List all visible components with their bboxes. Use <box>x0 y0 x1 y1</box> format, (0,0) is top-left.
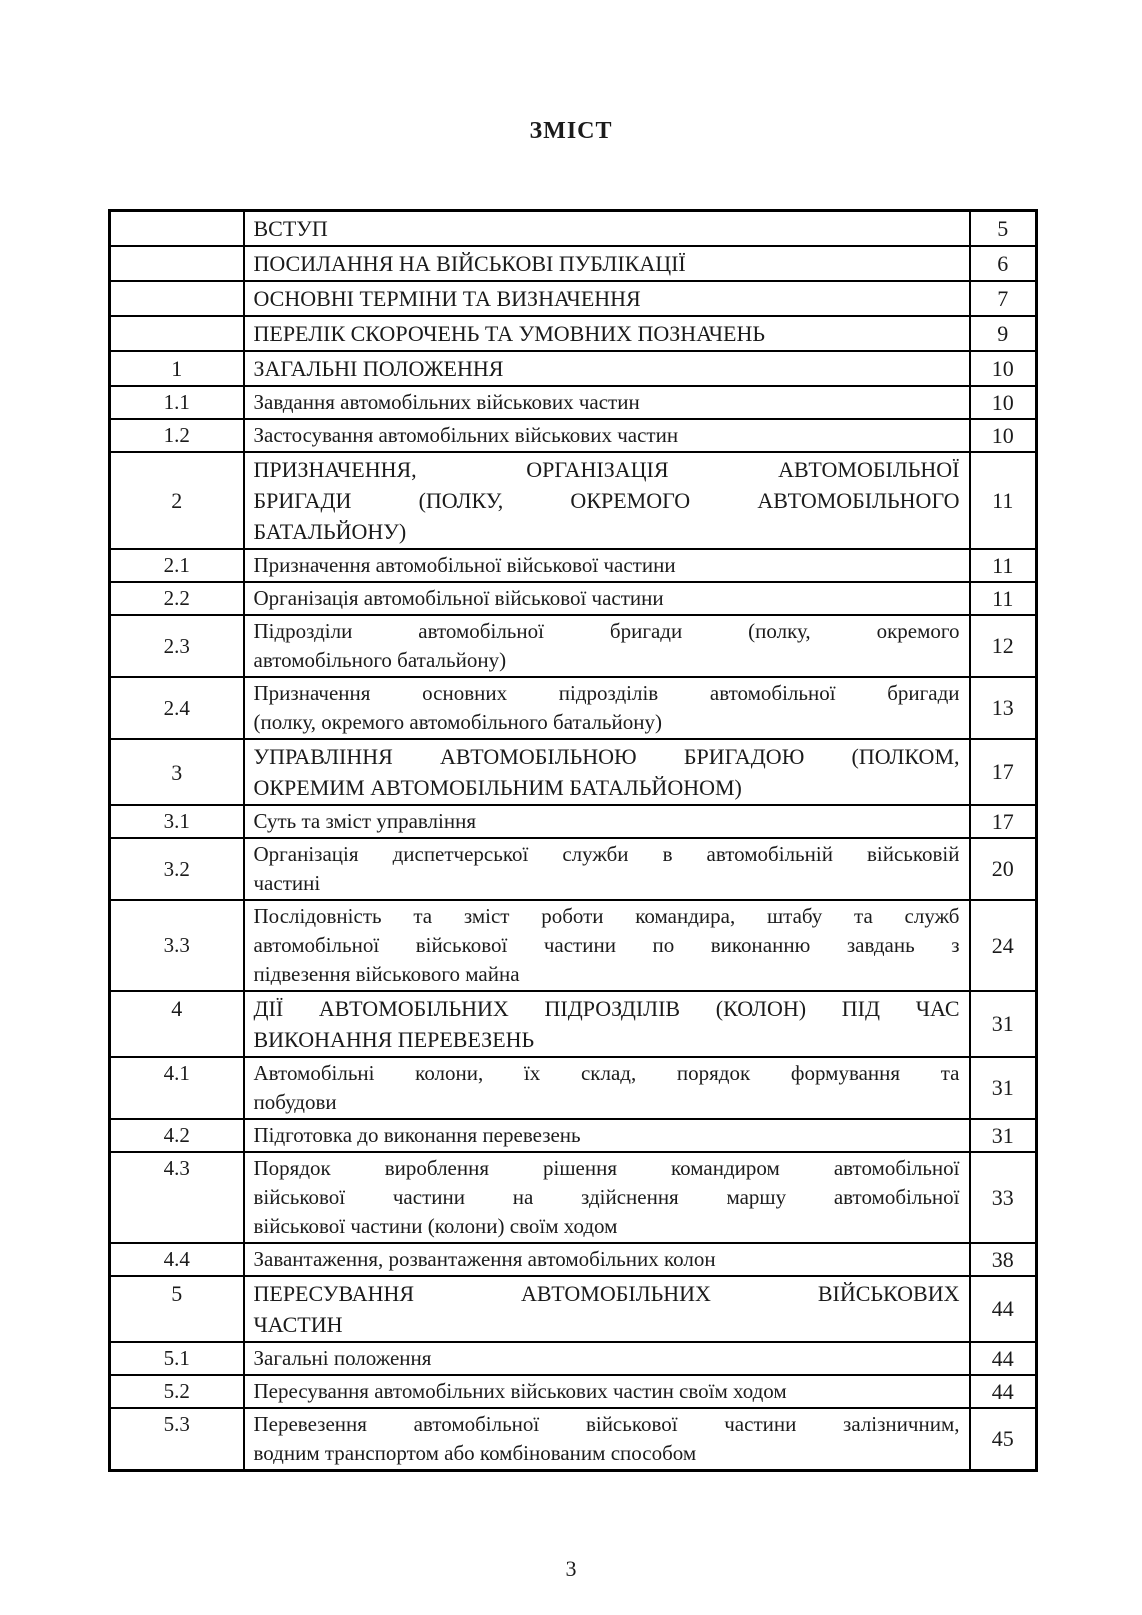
row-number-cell: 2.3 <box>110 615 244 677</box>
row-page-cell: 10 <box>970 351 1037 386</box>
row-title-cell <box>244 677 970 739</box>
row-page-cell: 31 <box>970 1057 1037 1119</box>
row-page-cell: 10 <box>970 419 1037 452</box>
row-number-cell: 3.1 <box>110 805 244 838</box>
table-row <box>110 211 1037 247</box>
row-number-cell: 5.3 <box>110 1408 244 1471</box>
row-title-line: частині <box>253 871 321 895</box>
table-row <box>110 991 1037 1057</box>
row-title-cell <box>244 316 970 351</box>
row-number-cell <box>110 211 244 247</box>
row-number-cell: 4.4 <box>110 1243 244 1276</box>
table-row <box>110 838 1037 900</box>
row-title-line: військової частини на здійснення маршу автомобільної <box>253 1185 960 1209</box>
row-title-line: ПОСИЛАННЯ НА ВІЙСЬКОВІ ПУБЛІКАЦІЇ <box>253 251 686 276</box>
table-row <box>110 582 1037 615</box>
table-row <box>110 739 1037 805</box>
row-number-cell: 2.1 <box>110 549 244 582</box>
row-title-cell <box>244 549 970 582</box>
row-title-line: ВИКОНАННЯ ПЕРЕВЕЗЕНЬ <box>253 1027 535 1052</box>
row-title-line: Організація диспетчерської служби в автомобільній військовій <box>253 842 960 866</box>
row-page-cell: 9 <box>970 316 1037 351</box>
row-page-cell: 45 <box>970 1408 1037 1471</box>
row-title-cell <box>244 386 970 419</box>
row-page-cell: 17 <box>970 739 1037 805</box>
row-title-line: Суть та зміст управління <box>253 809 477 833</box>
row-title-line: Організація автомобільної військової частини <box>253 586 664 610</box>
row-title-line: Загальні положення <box>253 1346 432 1370</box>
table-row <box>110 1243 1037 1276</box>
row-title-line: Завдання автомобільних військових частин <box>253 390 640 414</box>
row-title-cell <box>244 805 970 838</box>
row-title-line: Автомобільні колони, їх склад, порядок формування та <box>253 1061 960 1085</box>
row-title-line: Застосування автомобільних військових частин <box>253 423 679 447</box>
row-title-cell <box>244 246 970 281</box>
row-title-cell <box>244 1276 970 1342</box>
row-page-cell: 7 <box>970 281 1037 316</box>
row-page-cell: 33 <box>970 1152 1037 1243</box>
row-title-cell <box>244 1057 970 1119</box>
row-title-cell <box>244 991 970 1057</box>
table-row <box>110 1119 1037 1152</box>
table-row <box>110 281 1037 316</box>
row-title-cell <box>244 900 970 991</box>
row-number-cell: 5.1 <box>110 1342 244 1375</box>
row-number-cell <box>110 246 244 281</box>
toc-table <box>108 209 1038 1472</box>
row-page-cell: 17 <box>970 805 1037 838</box>
row-number-cell <box>110 316 244 351</box>
table-row <box>110 1342 1037 1375</box>
table-row <box>110 1276 1037 1342</box>
row-page-cell: 10 <box>970 386 1037 419</box>
row-page-cell: 20 <box>970 838 1037 900</box>
row-title-line: ДІЇ АВТОМОБІЛЬНИХ ПІДРОЗДІЛІВ (КОЛОН) ПІД ЧАС <box>253 996 960 1021</box>
row-number-cell: 1 <box>110 351 244 386</box>
row-number-cell: 4 <box>110 991 244 1057</box>
table-row <box>110 549 1037 582</box>
row-page-cell: 44 <box>970 1276 1037 1342</box>
row-title-line: ПЕРЕСУВАННЯ АВТОМОБІЛЬНИХ ВІЙСЬКОВИХ <box>253 1281 960 1306</box>
row-number-cell: 5.2 <box>110 1375 244 1408</box>
row-title-cell <box>244 615 970 677</box>
row-title-cell <box>244 1243 970 1276</box>
row-number-cell <box>110 281 244 316</box>
table-row <box>110 1152 1037 1243</box>
row-number-cell: 2 <box>110 452 244 549</box>
page-number-footer: 3 <box>565 1556 577 1581</box>
row-title-line: військової частини (колони) своїм ходом <box>253 1214 618 1238</box>
table-row <box>110 351 1037 386</box>
row-page-cell: 31 <box>970 1119 1037 1152</box>
row-page-cell: 11 <box>970 582 1037 615</box>
row-title-line: БРИГАДИ (ПОЛКУ, ОКРЕМОГО АВТОМОБІЛЬНОГО <box>253 488 960 513</box>
row-title-line: Пересування автомобільних військових частин своїм ходом <box>253 1379 787 1403</box>
row-page-cell: 12 <box>970 615 1037 677</box>
row-title-cell <box>244 1408 970 1471</box>
row-title-line: автомобільної військової частини по виконанню завдань з <box>253 933 960 957</box>
row-title-line: Порядок вироблення рішення командиром автомобільної <box>253 1156 960 1180</box>
row-title-line: Призначення автомобільної військової частини <box>253 553 676 577</box>
table-row <box>110 1057 1037 1119</box>
row-page-cell: 6 <box>970 246 1037 281</box>
row-title-cell <box>244 419 970 452</box>
table-row <box>110 246 1037 281</box>
row-title-line: Підрозділи автомобільної бригади (полку, окремого <box>253 619 960 643</box>
row-title-line: побудови <box>253 1090 337 1114</box>
row-title-cell <box>244 1119 970 1152</box>
row-title-line: Завантаження, розвантаження автомобільних колон <box>253 1247 716 1271</box>
row-title-line: ОСНОВНІ ТЕРМІНИ ТА ВИЗНАЧЕННЯ <box>253 286 641 311</box>
table-row <box>110 615 1037 677</box>
row-title-cell <box>244 452 970 549</box>
row-number-cell: 2.4 <box>110 677 244 739</box>
row-page-cell: 31 <box>970 991 1037 1057</box>
row-number-cell: 3 <box>110 739 244 805</box>
row-title-line: підвезення військового майна <box>253 962 520 986</box>
row-title-cell <box>244 281 970 316</box>
row-page-cell: 11 <box>970 452 1037 549</box>
table-row <box>110 900 1037 991</box>
row-page-cell: 24 <box>970 900 1037 991</box>
row-page-cell: 44 <box>970 1342 1037 1375</box>
table-row <box>110 452 1037 549</box>
row-title-line: УПРАВЛІННЯ АВТОМОБІЛЬНОЮ БРИГАДОЮ (ПОЛКОМ, <box>253 744 960 769</box>
row-title-cell <box>244 1375 970 1408</box>
row-title-cell <box>244 351 970 386</box>
row-title-line: автомобільного батальйону) <box>253 648 507 672</box>
row-page-cell: 5 <box>970 211 1037 247</box>
row-title-cell <box>244 838 970 900</box>
row-number-cell: 4.2 <box>110 1119 244 1152</box>
row-title-cell <box>244 1342 970 1375</box>
row-title-cell <box>244 211 970 247</box>
row-title-line: Підготовка до виконання перевезень <box>253 1123 581 1147</box>
row-page-cell: 44 <box>970 1375 1037 1408</box>
row-number-cell: 1.1 <box>110 386 244 419</box>
row-title-line: Призначення основних підрозділів автомобільної бригади <box>253 681 960 705</box>
row-title-line: (полку, окремого автомобільного батальйону) <box>253 710 662 734</box>
row-page-cell: 38 <box>970 1243 1037 1276</box>
row-title-line: ОКРЕМИМ АВТОМОБІЛЬНИМ БАТАЛЬЙОНОМ) <box>253 775 742 800</box>
row-title-cell <box>244 1152 970 1243</box>
table-row <box>110 1408 1037 1471</box>
row-number-cell: 1.2 <box>110 419 244 452</box>
row-page-cell: 13 <box>970 677 1037 739</box>
row-number-cell: 3.3 <box>110 900 244 991</box>
table-row <box>110 1375 1037 1408</box>
row-number-cell: 3.2 <box>110 838 244 900</box>
row-title-cell <box>244 582 970 615</box>
row-title-line: Послідовність та зміст роботи командира, штабу та служб <box>253 904 960 928</box>
table-row <box>110 805 1037 838</box>
table-row <box>110 419 1037 452</box>
row-title-line: ВСТУП <box>253 216 328 241</box>
row-title-line: ПЕРЕЛІК СКОРОЧЕНЬ ТА УМОВНИХ ПОЗНАЧЕНЬ <box>253 321 765 346</box>
row-number-cell: 5 <box>110 1276 244 1342</box>
row-title-line: ЧАСТИН <box>253 1312 343 1337</box>
table-row <box>110 386 1037 419</box>
row-title-line: ПРИЗНАЧЕННЯ, ОРГАНІЗАЦІЯ АВТОМОБІЛЬНОЇ <box>253 457 960 482</box>
row-title-line: водним транспортом або комбінованим способом <box>253 1441 697 1465</box>
table-row <box>110 316 1037 351</box>
row-number-cell: 4.3 <box>110 1152 244 1243</box>
row-title-cell <box>244 739 970 805</box>
row-number-cell: 2.2 <box>110 582 244 615</box>
row-page-cell: 11 <box>970 549 1037 582</box>
row-title-line: БАТАЛЬЙОНУ) <box>253 519 407 544</box>
row-title-line: ЗАГАЛЬНІ ПОЛОЖЕННЯ <box>253 356 504 381</box>
page-title: ЗМІСТ <box>529 118 613 144</box>
row-title-line: Перевезення автомобільної військової частини залізничним, <box>253 1412 960 1436</box>
row-number-cell: 4.1 <box>110 1057 244 1119</box>
table-row <box>110 677 1037 739</box>
